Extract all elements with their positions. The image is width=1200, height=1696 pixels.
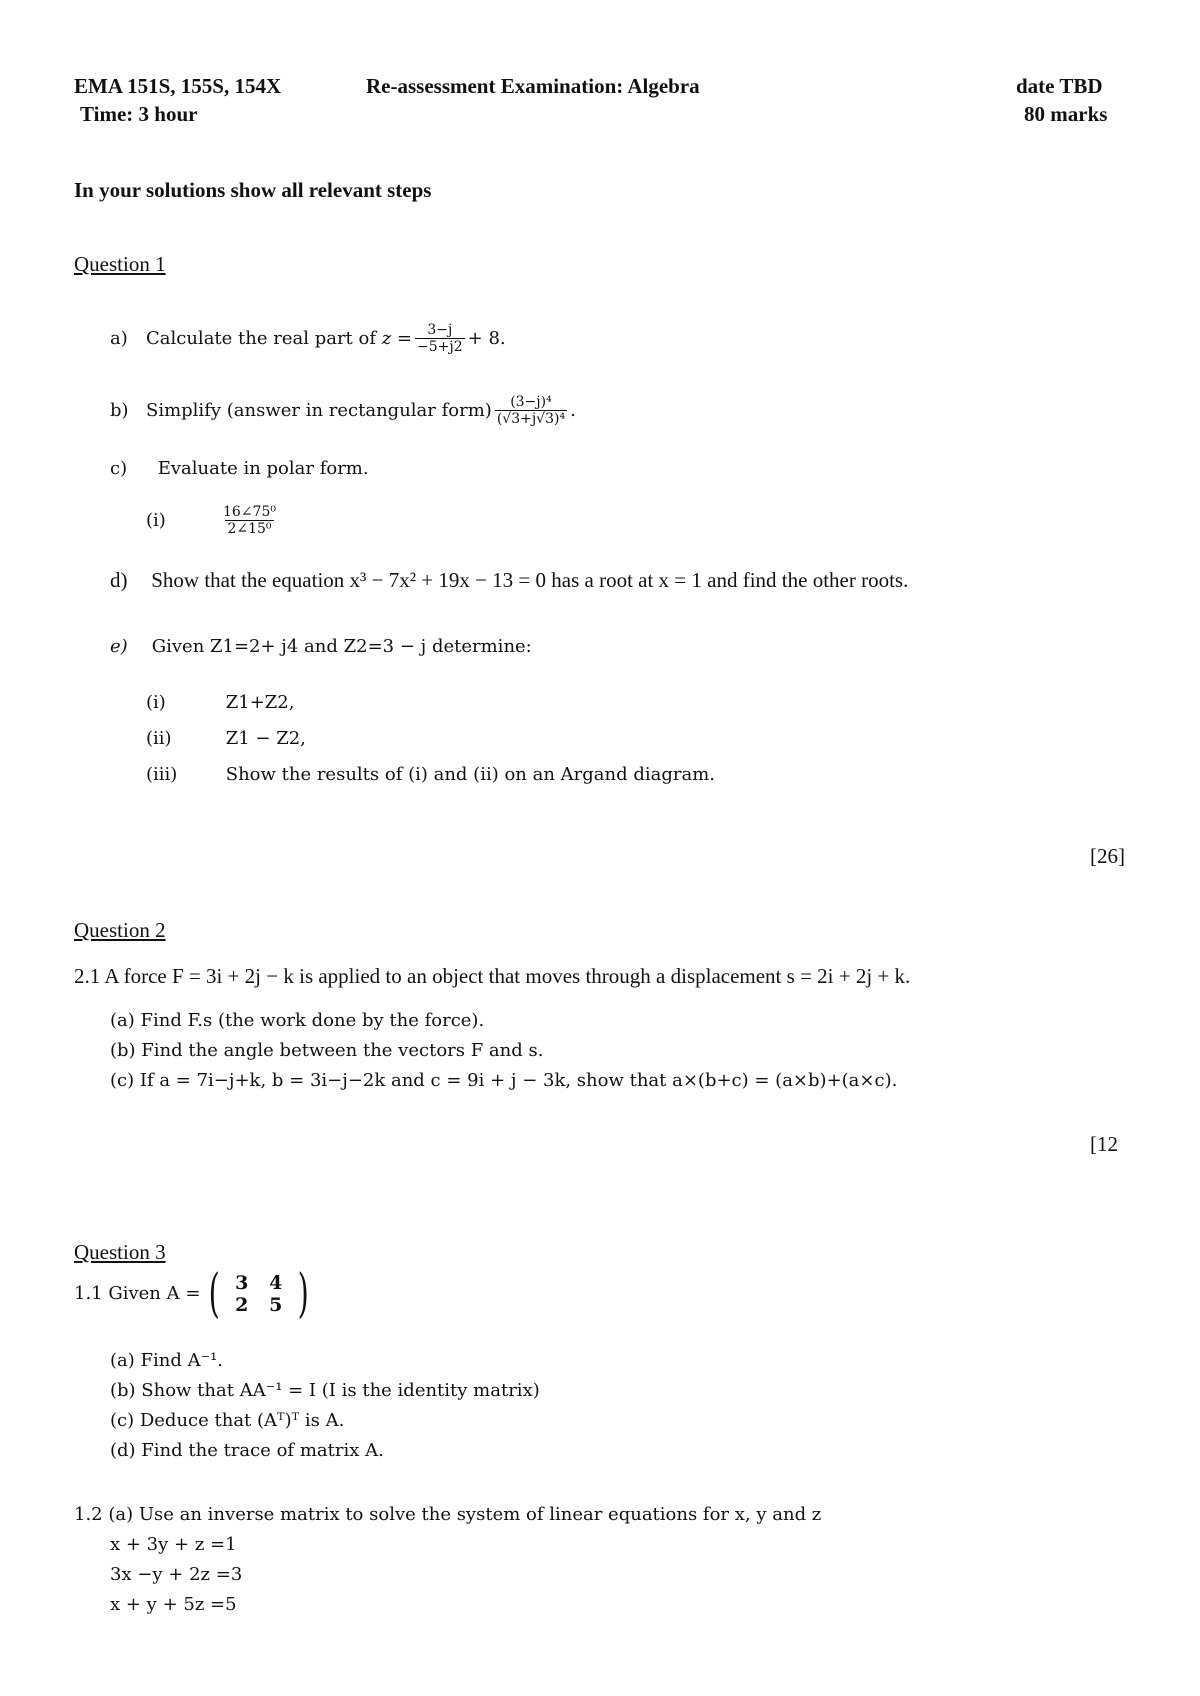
q3-part-d: (d) Find the trace of matrix A. (110, 1440, 384, 1461)
q1eiii-text: Show the results of (i) and (ii) on an Argand diagram. (225, 764, 716, 785)
q1b-text: Simplify (answer in rectangular form) (146, 399, 492, 421)
matrix-cell: 3 (235, 1272, 249, 1294)
q1-part-c-i (146, 504, 281, 537)
right-paren: ) (297, 1264, 309, 1324)
q1b-label: b) (110, 399, 129, 421)
q1-part-c (110, 458, 369, 480)
q1-part-e-i (146, 692, 294, 714)
q1a-denominator: −5+j2 (417, 339, 463, 355)
q1ei-text: Z1+Z2, (225, 692, 295, 713)
total-marks: 80 marks (1024, 102, 1108, 126)
instruction: In your solutions show all relevant steps (74, 178, 432, 202)
question-3-title: Question 3 (74, 1240, 166, 1264)
q1ci-fraction (221, 504, 278, 537)
exam-title: Re-assessment Examination: Algebra (366, 74, 700, 98)
q1a-numerator: 3−j (427, 322, 453, 338)
q1eii-text: Z1 − Z2, (225, 728, 306, 749)
q1eii-label: (ii) (146, 728, 172, 749)
q1ci-label: (i) (146, 509, 166, 531)
q1-part-a (110, 322, 506, 355)
q1b-tail: . (570, 399, 576, 421)
q1c-label: c) (110, 458, 128, 479)
q3-part-a: (a) Find A⁻¹. (110, 1350, 224, 1371)
equation-1: x + 3y + z =1 (110, 1534, 237, 1555)
q2-part-b: (b) Find the angle between the vectors F and s. (110, 1040, 544, 1061)
matrix-a (204, 1264, 313, 1324)
q1c-text: Evaluate in polar form. (157, 458, 369, 479)
left-paren: ( (208, 1264, 221, 1324)
q1a-fraction (415, 322, 465, 355)
q2-marks: [12 (1090, 1132, 1118, 1156)
q1d-label: d) (110, 568, 128, 592)
question-1-title: Question 1 (74, 252, 166, 276)
q1-part-e (110, 636, 532, 658)
equation-2: 3x −y + 2z =3 (110, 1564, 243, 1585)
q1a-label: a) (110, 327, 128, 349)
q1ci-denominator: 2∠15⁰ (227, 521, 272, 537)
q1-part-e-iii (146, 764, 715, 786)
exam-time: Time: 3 hour (80, 102, 198, 126)
q1b-numerator: (3−j)⁴ (510, 394, 552, 410)
q2-part-c: (c) If a = 7i−j+k, b = 3i−j−2k and c = 9i + j − 3k, show that a×(b+c) = (a×b)+(a×c). (110, 1070, 898, 1091)
matrix-cell: 2 (235, 1294, 249, 1316)
equation-3: x + y + 5z =5 (110, 1594, 237, 1615)
q1e-text: Given Z1=2+ j4 and Z2=3 − j determine: (151, 636, 532, 657)
q1e-label: e) (110, 636, 128, 657)
matrix-cell: 5 (269, 1294, 283, 1316)
q1ei-label: (i) (146, 692, 166, 713)
q1-part-b (110, 394, 576, 427)
exam-date: date TBD (1016, 74, 1103, 98)
q1ci-numerator: 16∠75⁰ (223, 504, 276, 520)
q1a-text: Calculate the real part of (146, 327, 377, 349)
matrix-cell: 4 (269, 1272, 283, 1294)
q3-part-c: (c) Deduce that (Aᵀ)ᵀ is A. (110, 1410, 345, 1431)
q1a-tail: + 8. (467, 327, 506, 349)
q2-intro: 2.1 A force F = 3i + 2j − k is applied to an object that moves through a displacement s = 2i + 2j + k. (74, 964, 911, 988)
q1b-fraction (495, 394, 567, 427)
q1-part-e-ii (146, 728, 306, 750)
q3-part-b: (b) Show that AA⁻¹ = I (I is the identity matrix) (110, 1380, 540, 1401)
q1d-text: Show that the equation x³ − 7x² + 19x − 13 = 0 has a root at x = 1 and find the other roots. (151, 568, 909, 592)
q1-marks: [26] (1090, 844, 1125, 868)
q3-given (74, 1264, 313, 1324)
q3-section-1-2: 1.2 (a) Use an inverse matrix to solve the system of linear equations for x, y and z (74, 1504, 822, 1525)
q1-part-d (110, 568, 908, 593)
q1eiii-label: (iii) (146, 764, 178, 785)
matrix-grid (225, 1272, 293, 1316)
q1a-z: z = (381, 327, 413, 349)
q2-part-a: (a) Find F.s (the work done by the force). (110, 1010, 485, 1031)
q1b-denominator: (√3+j√3)⁴ (496, 411, 566, 427)
question-2-title: Question 2 (74, 918, 166, 942)
course-codes: EMA 151S, 155S, 154X (74, 74, 282, 98)
q3-given-text: 1.1 Given A = (74, 1283, 201, 1305)
